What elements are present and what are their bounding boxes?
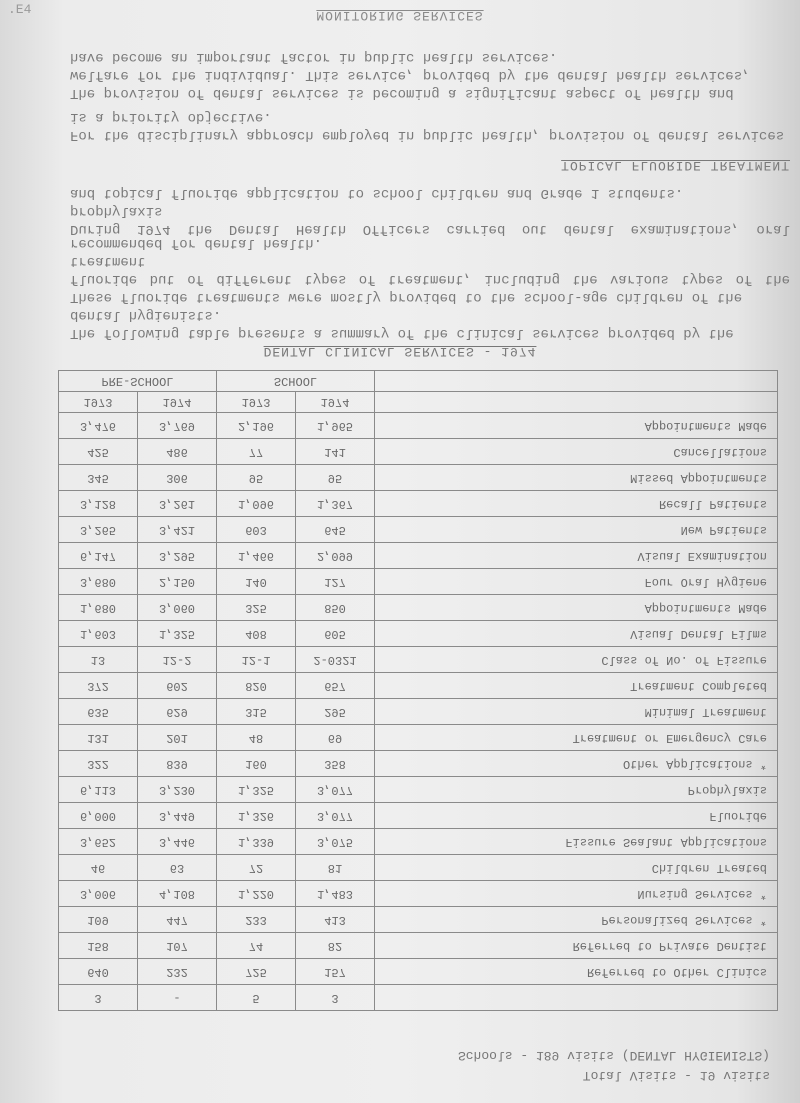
table-cell-value — [296, 439, 375, 465]
footer-line-1: Schools - 189 visits (DENTAL HYGIENISTS) — [457, 1048, 770, 1063]
table-cell-value — [296, 517, 375, 543]
footer-line-2: Total Visits - 19 visits — [582, 1068, 770, 1083]
table-value: 6,147 — [79, 548, 116, 563]
paragraph-intro: The provision of dental services is becoming a significant aspect of health and welfare for the individual. This service, provided by the dental health services, have become an important factor in public health services. — [70, 49, 751, 101]
table-value: 95 — [327, 470, 343, 485]
table-year-header — [59, 392, 138, 413]
table-value: 3,006 — [79, 886, 116, 901]
table-cell-value — [296, 413, 375, 439]
table-value: 2,150 — [158, 574, 195, 589]
table-value: 3,261 — [158, 496, 195, 511]
table-cell-label — [375, 621, 778, 647]
table-cell-value — [217, 569, 296, 595]
table-value: 127 — [324, 574, 346, 589]
table-row-label: Visual Examination — [637, 548, 767, 563]
table-row-label: Minimal Treatment — [644, 704, 767, 719]
table-cell-value — [138, 933, 217, 959]
table-group-header-label: PRE-SCHOOL — [101, 374, 174, 388]
table-value: 81 — [327, 860, 343, 875]
table-cell-value — [296, 881, 375, 907]
table-row-label: Personalized Services * — [601, 912, 767, 927]
table-year-label: 1973 — [83, 395, 113, 409]
table-cell-value — [296, 491, 375, 517]
table-value: 725 — [245, 964, 267, 979]
table-cell-value — [296, 647, 375, 673]
table-value: 3,449 — [158, 808, 195, 823]
table-row-label: Referred to Private Dentist — [572, 938, 767, 953]
section-title: TOPICAL FLUORIDE TREATMENT — [561, 158, 790, 173]
table-cell-label — [375, 699, 778, 725]
table-cell-value — [59, 673, 138, 699]
table-row — [59, 517, 778, 543]
table-cell-value — [138, 647, 217, 673]
table-cell-value — [296, 803, 375, 829]
table-row — [59, 881, 778, 907]
table-row — [59, 907, 778, 933]
table-cell-value — [217, 439, 296, 465]
table-value: 107 — [166, 938, 188, 953]
table-row — [59, 699, 778, 725]
table-value: 6,113 — [79, 782, 116, 797]
table-cell-value — [217, 725, 296, 751]
table-value: 645 — [324, 522, 346, 537]
table-cell-value — [59, 647, 138, 673]
table-cell-value — [217, 491, 296, 517]
table-value: 3 — [331, 990, 339, 1005]
table-group-header-label: SCHOOL — [273, 374, 318, 388]
table-cell-value — [296, 985, 375, 1011]
table-value: 820 — [245, 678, 267, 693]
table-value: 322 — [87, 756, 109, 771]
table-cell-value — [138, 621, 217, 647]
table-cell-label — [375, 985, 778, 1011]
table-cell-label — [375, 829, 778, 855]
table-year-label: 1974 — [320, 395, 350, 409]
page-corner-mark: .E4 — [8, 2, 32, 17]
table-row-label: Treatment or Emergency Care — [572, 730, 767, 745]
table-cell-value — [296, 751, 375, 777]
table-row-label: Other Applications * — [622, 756, 767, 771]
table-row — [59, 491, 778, 517]
table-value: 372 — [87, 678, 109, 693]
table-value: 839 — [166, 756, 188, 771]
table-value: 232 — [166, 964, 188, 979]
table-cell-value — [296, 725, 375, 751]
table-row-label: Visual Dental Films — [630, 626, 767, 641]
table-value: 12-2 — [162, 652, 192, 667]
table-row — [59, 803, 778, 829]
table-value: 3,680 — [79, 574, 116, 589]
table-row — [59, 959, 778, 985]
table-cell-value — [296, 465, 375, 491]
table-cell-value — [296, 933, 375, 959]
table-value: 1,325 — [237, 782, 274, 797]
table-value: 629 — [166, 704, 188, 719]
table-row — [59, 595, 778, 621]
paragraph-summary: The following table presents a summary of the clinical services provided by the dental hygienists. — [70, 307, 734, 341]
table-cell-value — [59, 725, 138, 751]
table-group-header — [59, 371, 217, 392]
table-cell-value — [59, 491, 138, 517]
table-value: 605 — [324, 626, 346, 641]
table-value: 82 — [327, 938, 343, 953]
table-cell-value — [138, 855, 217, 881]
table-value: 1,220 — [237, 886, 274, 901]
table-row-label: Fluoride — [709, 808, 767, 823]
table-cell-value — [296, 777, 375, 803]
table-value: 140 — [245, 574, 267, 589]
table-cell-value — [59, 465, 138, 491]
table-value: 3,060 — [158, 600, 195, 615]
table-cell-value — [59, 595, 138, 621]
table-row-label: New Patients — [680, 522, 767, 537]
table-row — [59, 725, 778, 751]
table-value: 486 — [166, 444, 188, 459]
table-year-label: 1973 — [241, 395, 271, 409]
table-row-label: Class of No. of Fissure — [601, 652, 767, 667]
table-year-header — [217, 392, 296, 413]
table-value: 160 — [245, 756, 267, 771]
table-cell-value — [59, 985, 138, 1011]
table-row — [59, 439, 778, 465]
table-value: 325 — [245, 600, 267, 615]
table-row-label: Recall Patients — [658, 496, 767, 511]
table-cell-value — [59, 517, 138, 543]
table-cell-label — [375, 439, 778, 465]
table-value: 3,075 — [316, 834, 353, 849]
table-value: 6,000 — [79, 808, 116, 823]
table-cell-value — [138, 439, 217, 465]
table-cell-value — [138, 985, 217, 1011]
table-value: 850 — [324, 600, 346, 615]
table-row-label: Appointments Made — [644, 600, 767, 615]
table-value: 413 — [324, 912, 346, 927]
table-value: 77 — [248, 444, 264, 459]
table-value: 12-1 — [241, 652, 271, 667]
table-value: 72 — [248, 860, 264, 875]
table-cell-value — [217, 985, 296, 1011]
table-cell-value — [138, 543, 217, 569]
table-cell-value — [59, 829, 138, 855]
table-value: 602 — [166, 678, 188, 693]
table-cell-value — [296, 699, 375, 725]
table-cell-label — [375, 517, 778, 543]
table-value: 3 — [94, 990, 102, 1005]
table-cell-value — [296, 673, 375, 699]
table-value: 3,769 — [158, 418, 195, 433]
table-value: 5 — [252, 990, 260, 1005]
table-cell-label — [375, 413, 778, 439]
table-cell-value — [59, 933, 138, 959]
table-header-blank — [375, 371, 778, 392]
table-cell-value — [138, 959, 217, 985]
paragraph-fluoride: These fluoride treatments were mostly provided to the school-age children of the fluoride but of different types of treatment, including the various types of the treatment recommended for dental health. — [70, 235, 790, 305]
table-value: 131 — [87, 730, 109, 745]
table-value: 295 — [324, 704, 346, 719]
table-cell-value — [138, 777, 217, 803]
table-value: 1,367 — [316, 496, 353, 511]
table-value: 69 — [327, 730, 343, 745]
table-cell-label — [375, 491, 778, 517]
table-cell-label — [375, 803, 778, 829]
table-cell-label — [375, 569, 778, 595]
table-cell-value — [138, 673, 217, 699]
table-value: 635 — [87, 704, 109, 719]
table-group-header-row — [59, 371, 778, 392]
table-cell-value — [217, 517, 296, 543]
table-row-label: Cancellations — [673, 444, 767, 459]
table-cell-value — [138, 725, 217, 751]
table-value: 3,265 — [79, 522, 116, 537]
table-row-label: Children Treated — [651, 860, 767, 875]
table-cell-value — [217, 413, 296, 439]
table-value: 158 — [87, 938, 109, 953]
table-cell-value — [296, 543, 375, 569]
table-cell-value — [59, 413, 138, 439]
table-year-header — [138, 392, 217, 413]
table-value: 48 — [248, 730, 264, 745]
table-cell-value — [59, 699, 138, 725]
table-value: 358 — [324, 756, 346, 771]
table-value: 109 — [87, 912, 109, 927]
table-cell-value — [59, 777, 138, 803]
table-value: 640 — [87, 964, 109, 979]
table-value: 74 — [248, 938, 264, 953]
table-value: 3,077 — [316, 808, 353, 823]
table-cell-value — [138, 829, 217, 855]
table-cell-value — [138, 699, 217, 725]
table-cell-value — [296, 907, 375, 933]
table-title: DENTAL CLINICAL SERVICES - 1974 — [263, 344, 537, 359]
table-row-label: Appointments Made — [644, 418, 767, 433]
paragraph-priority: For the disciplinary approach employed in public health, provision of dental services is a priority objective. — [70, 109, 785, 143]
table-cell-label — [375, 647, 778, 673]
table-cell-value — [217, 621, 296, 647]
table-cell-value — [296, 595, 375, 621]
table-group-header — [217, 371, 375, 392]
table-value: 306 — [166, 470, 188, 485]
table-value: 2,099 — [316, 548, 353, 563]
table-row-label: Treatment Completed — [630, 678, 767, 693]
clinical-services-table — [58, 370, 778, 1011]
table-value: 233 — [245, 912, 267, 927]
table-cell-label — [375, 933, 778, 959]
table-cell-label — [375, 881, 778, 907]
table-value: 1,680 — [79, 600, 116, 615]
table-cell-value — [296, 621, 375, 647]
table-value: 345 — [87, 470, 109, 485]
table-cell-value — [217, 907, 296, 933]
table-row-label: Fissure Sealant Applications — [565, 834, 767, 849]
table-value: 1,096 — [237, 496, 274, 511]
table-value: 3,652 — [79, 834, 116, 849]
table-value: 408 — [245, 626, 267, 641]
table-row-label: Four Oral Hygiene — [644, 574, 767, 589]
table-cell-value — [217, 959, 296, 985]
table-cell-value — [59, 907, 138, 933]
table-value: 1,339 — [237, 834, 274, 849]
table-cell-label — [375, 907, 778, 933]
table-row — [59, 855, 778, 881]
table-value: 657 — [324, 678, 346, 693]
table-row-label: Missed Appointments — [630, 470, 767, 485]
table-row — [59, 569, 778, 595]
table-cell-value — [59, 569, 138, 595]
table-value: 3,421 — [158, 522, 195, 537]
table-cell-value — [296, 855, 375, 881]
table-cell-value — [217, 595, 296, 621]
table-row — [59, 543, 778, 569]
table-cell-value — [138, 465, 217, 491]
table-value: 4,108 — [158, 886, 195, 901]
table-year-label: 1974 — [162, 395, 192, 409]
table-row — [59, 647, 778, 673]
table-cell-label — [375, 725, 778, 751]
table-cell-label — [375, 543, 778, 569]
table-cell-label — [375, 751, 778, 777]
table-cell-value — [59, 959, 138, 985]
table-cell-value — [59, 855, 138, 881]
table-row — [59, 829, 778, 855]
table-cell-value — [138, 907, 217, 933]
table-value: 315 — [245, 704, 267, 719]
table-cell-value — [217, 881, 296, 907]
table-value: 13 — [90, 652, 106, 667]
table-cell-value — [138, 751, 217, 777]
table-value: - — [173, 990, 181, 1005]
table-year-header — [296, 392, 375, 413]
table-cell-value — [59, 803, 138, 829]
table-cell-value — [59, 881, 138, 907]
table-row-label: Referred to Other Clinics — [586, 964, 767, 979]
table-cell-label — [375, 465, 778, 491]
table-cell-value — [138, 491, 217, 517]
table-cell-label — [375, 595, 778, 621]
table-cell-value — [217, 465, 296, 491]
table-row — [59, 465, 778, 491]
table-value: 447 — [166, 912, 188, 927]
table-value: 46 — [90, 860, 106, 875]
table-value: 201 — [166, 730, 188, 745]
table-value: 3,077 — [316, 782, 353, 797]
table-row — [59, 985, 778, 1011]
table-cell-label — [375, 777, 778, 803]
table-value: 1,965 — [316, 418, 353, 433]
table-value: 3,476 — [79, 418, 116, 433]
table-cell-value — [217, 829, 296, 855]
table-cell-value — [59, 621, 138, 647]
table-cell-value — [296, 829, 375, 855]
table-value: 603 — [245, 522, 267, 537]
running-head: MONITORING SERVICES — [316, 8, 484, 23]
table-row — [59, 413, 778, 439]
table-value: 3,446 — [158, 834, 195, 849]
table-cell-value — [217, 803, 296, 829]
table-value: 157 — [324, 964, 346, 979]
table-cell-value — [59, 751, 138, 777]
table-row — [59, 933, 778, 959]
table-cell-value — [59, 543, 138, 569]
table-cell-value — [217, 777, 296, 803]
table-cell-value — [217, 647, 296, 673]
table-cell-value — [296, 959, 375, 985]
table-value: 141 — [324, 444, 346, 459]
table-value: 63 — [169, 860, 185, 875]
table-value: 2,196 — [237, 418, 274, 433]
table-cell-value — [138, 517, 217, 543]
table-cell-value — [217, 933, 296, 959]
table-cell-value — [59, 439, 138, 465]
table-cell-value — [138, 803, 217, 829]
table-value: 3,295 — [158, 548, 195, 563]
table-value: 425 — [87, 444, 109, 459]
table-cell-value — [138, 413, 217, 439]
table-cell-label — [375, 855, 778, 881]
table-cell-value — [138, 569, 217, 595]
table-value: 1,466 — [237, 548, 274, 563]
table-cell-value — [217, 855, 296, 881]
table-value: 3,128 — [79, 496, 116, 511]
table-cell-value — [138, 595, 217, 621]
table-year-header-row — [59, 392, 778, 413]
table-cell-value — [217, 543, 296, 569]
table-value: 1,325 — [158, 626, 195, 641]
table-value: 2-0321 — [313, 652, 357, 667]
table-row-label: Nursing Services * — [637, 886, 767, 901]
table-row-label: Prophylaxis — [687, 782, 767, 797]
table-value: 1,326 — [237, 808, 274, 823]
table-row — [59, 673, 778, 699]
table-row — [59, 777, 778, 803]
table-value: 1,483 — [316, 886, 353, 901]
table-cell-value — [138, 881, 217, 907]
table-value: 3,230 — [158, 782, 195, 797]
table-row — [59, 751, 778, 777]
paragraph-treatment: During 1974 the Dental Health Officers carried out dental examinations, oral prophylaxis and topical fluoride application to school children and Grade 1 students. — [70, 185, 790, 237]
table-cell-value — [217, 751, 296, 777]
table-cell-value — [217, 673, 296, 699]
table-cell-label — [375, 959, 778, 985]
table-cell-value — [296, 569, 375, 595]
table-value: 95 — [248, 470, 264, 485]
table-row — [59, 621, 778, 647]
table-header-blank — [375, 392, 778, 413]
table-value: 1,603 — [79, 626, 116, 641]
table-cell-value — [217, 699, 296, 725]
table-cell-label — [375, 673, 778, 699]
